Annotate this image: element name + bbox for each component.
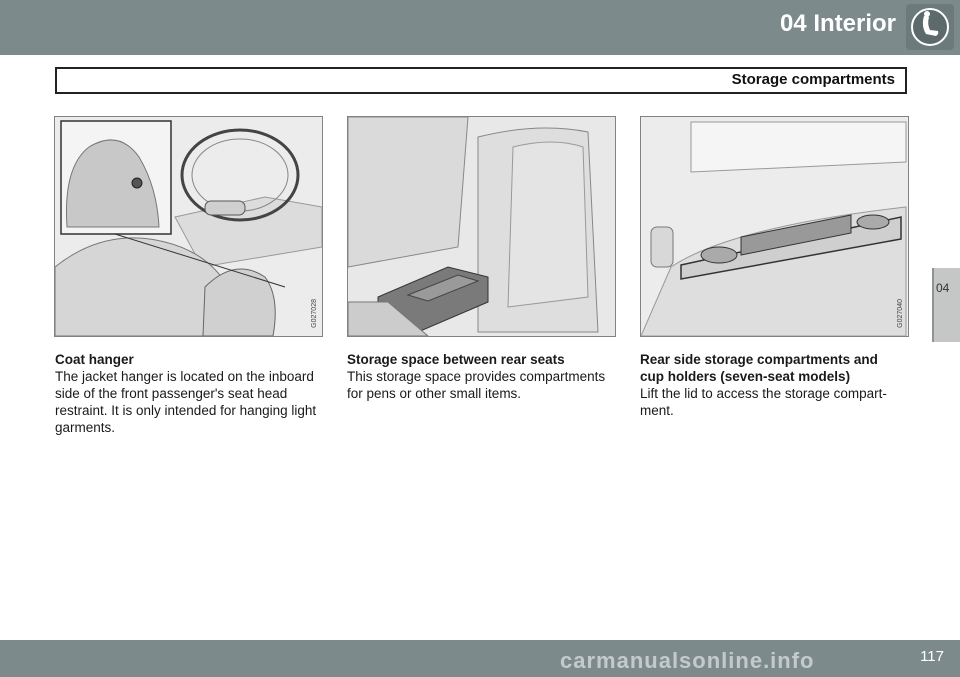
figure-code: G027028 bbox=[311, 299, 318, 328]
rear-seat-storage-body: This storage space provides compartments for pens or other small items. bbox=[347, 369, 606, 401]
chapter-title: 04 Interior bbox=[779, 10, 896, 37]
seat-icon bbox=[906, 4, 954, 50]
coat-hanger-illustration bbox=[54, 116, 323, 337]
coat-hanger-body: The jacket hanger is located on the inboard side of the front passenger's seat head restraint. It is only intended for hanging light garments. bbox=[55, 369, 317, 435]
rear-seat-storage-heading: Storage space between rear seats bbox=[347, 352, 565, 367]
footer-band bbox=[0, 640, 960, 677]
rear-side-storage-body: Lift the lid to access the storage compart-ment. bbox=[640, 386, 887, 418]
coat-hanger-heading: Coat hanger bbox=[55, 352, 134, 367]
header-band bbox=[0, 0, 960, 55]
rear-side-storage-heading: Rear side storage compartments and cup holders (seven-seat models) bbox=[640, 352, 878, 384]
page-number: 117 bbox=[920, 648, 944, 665]
section-title: Storage compartments bbox=[731, 71, 895, 88]
coat-hanger-section bbox=[55, 351, 325, 436]
section-title-bar bbox=[55, 67, 907, 94]
figure-code: G027040 bbox=[897, 299, 904, 328]
side-tab-label: 04 bbox=[936, 281, 950, 295]
chapter-side-tab[interactable] bbox=[932, 268, 960, 342]
watermark: carmanualsonline.info bbox=[560, 648, 815, 673]
rear-side-storage-illustration bbox=[640, 116, 909, 337]
rear-side-storage-section bbox=[640, 351, 895, 419]
rear-seat-storage-illustration bbox=[347, 116, 616, 337]
rear-seat-storage-section bbox=[347, 351, 617, 402]
